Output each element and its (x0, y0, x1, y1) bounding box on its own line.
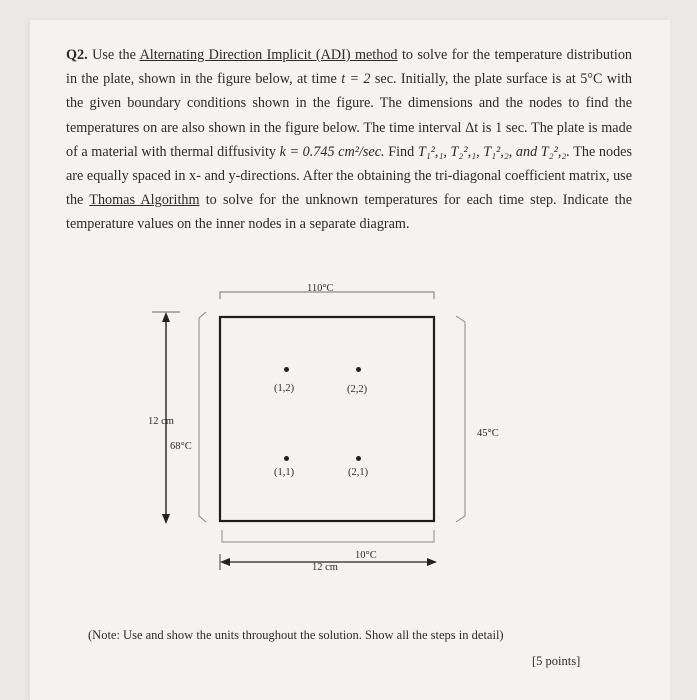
width-arrow-right (427, 558, 437, 566)
thomas-algorithm-link: Thomas Algorithm (89, 192, 200, 209)
left-boundary-temp: 68°C (170, 441, 192, 452)
bottom-boundary-temp: 10°C (355, 550, 377, 561)
note-text: (Note: Use and show the units throughout the solution. Show all the steps in detail) (88, 628, 504, 642)
width-label: 12 cm (312, 562, 338, 573)
node-2-1 (356, 456, 361, 461)
node-1-1 (284, 456, 289, 461)
points-label: [5 points] (532, 654, 581, 668)
question-text: Q2. Use the Alternating Direction Implicit (ADI) method to solve for the temperature distribution in the plate, shown in the figure below, at time t = 2 sec. Initially, the plate surface is at 5°C with the given boundary conditions shown in the figure. The dimensions and the nodes to find the temperatures on are also shown in the figure below. The time interval Δt is 1 sec. The plate is made of a material with thermal diffusivity k = 0.745 cm²/sec. Find T₁²,₁, T₂²,₁, T₁²,₂, and T₂²,₂. The nodes are equally spaced in x- and y-directions. After the obtaining the tri-diagonal coefficient matrix, use the Thomas Algorithm to solve for the unknown temperatures for each time step. Indicate the temperature values on the inner nodes in a separate diagram. (66, 47, 633, 233)
question-number: Q2. (66, 47, 88, 63)
node-label: (2,1) (348, 467, 369, 478)
node-label: (1,1) (274, 467, 295, 478)
node-2-2 (356, 367, 361, 372)
right-boundary-bracket (456, 316, 465, 522)
width-arrow-left (220, 558, 230, 566)
height-arrow-top (162, 312, 170, 322)
top-boundary-temp: 110°C (307, 283, 334, 294)
node-label: (2,2) (347, 384, 368, 395)
left-boundary-bracket (199, 312, 206, 522)
height-arrow-bottom (162, 514, 170, 524)
adi-method-link: Alternating Direction Implicit (ADI) method (139, 47, 398, 63)
height-label: 12 cm (148, 416, 174, 427)
node-label: (1,2) (274, 383, 295, 394)
node-1-2 (284, 367, 289, 372)
right-boundary-temp: 45°C (477, 428, 499, 439)
bottom-boundary-bracket (222, 530, 434, 542)
plate-outline (220, 317, 434, 521)
